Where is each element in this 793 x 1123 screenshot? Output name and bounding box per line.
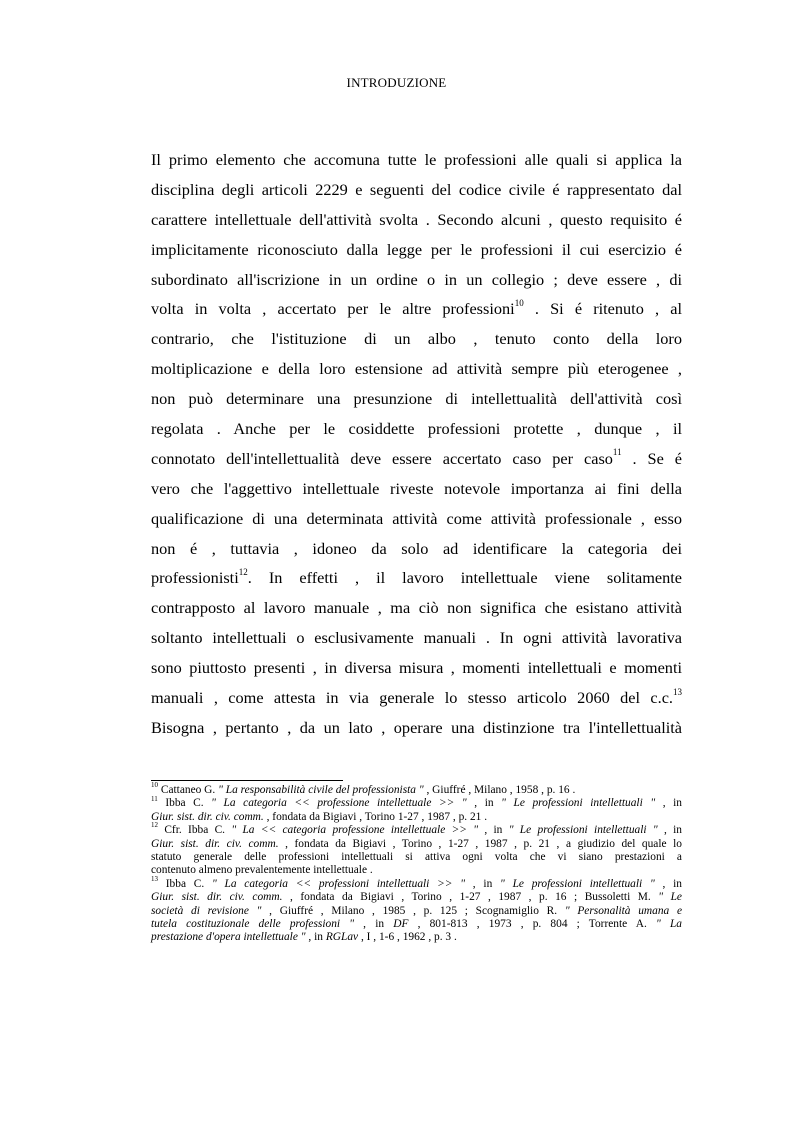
body-line: disciplina degli articoli 2229 e seguenti del codice civile é rappresentato dal	[151, 179, 682, 199]
footnote-line: statuto generale delle professioni intellettuali si attiva ogni volta che vi siano prestazioni a	[151, 850, 682, 863]
body-line: non é , tuttavia , idoneo da solo ad identificare la categoria dei	[151, 538, 682, 558]
body-line: regolata . Anche per le cosiddette professioni protette , dunque , il	[151, 419, 682, 439]
footnotes	[151, 781, 683, 945]
body-line: sono piuttosto presenti , in diversa misura , momenti intellettuali e momenti	[151, 658, 682, 678]
page-title: INTRODUZIONE	[346, 75, 447, 90]
body-line: moltiplicazione e della loro estensione ad attività sempre più eterogenee ,	[151, 359, 682, 379]
body-line: Il primo elemento che accomuna tutte le professioni alle quali si applica la	[151, 150, 682, 169]
footnote-line: Giur. sist. dir. civ. comm. , fondata da Bigiavi , Torino , 1-27 , 1987 , p. 16 ; Bussoletti M. " Le	[151, 891, 682, 904]
body-line: professionisti$^{12}$. In effetti , il lavoro intellettuale viene solitamente	[151, 567, 682, 588]
body-line: vero che l'aggettivo intellettuale riveste notevole importanza ai fini della	[151, 478, 682, 498]
body-line: subordinato all'iscrizione in un ordine o in un collegio ; deve essere , di	[151, 269, 682, 289]
body-line: volta in volta , accertato per le altre professioni$^{10}$ . Si é ritenuto , al	[151, 298, 682, 319]
body-line: implicitamente riconosciuto dalla legge per le professioni il cui esercizio é	[151, 239, 682, 259]
body-line: contrapposto al lavoro manuale , ma ciò non significa che esistano attività	[151, 598, 682, 618]
body-line: contrario, che l'istituzione di un albo , tenuto conto della loro	[151, 329, 682, 349]
body-line: connotato dell'intellettualità deve essere accertato caso per caso$^{11}$ . Se é	[151, 447, 682, 468]
body-line: qualificazione di una determinata attività come attività professionale , esso	[151, 508, 682, 528]
footnote-line: $^{10}$ Cattaneo G. " La responsabilità civile del professionista " , Giuffré , Milano , 1958 , p. 16 .	[151, 781, 576, 796]
footnote-line: società di revisione " , Giuffré , Milano , 1985 , p. 125 ; Scognamiglio R. " Personalità umana e	[151, 904, 683, 917]
footnote-line: $^{12}$ Cfr. Ibba C. " La << categoria professione intellettuale >> " , in " Le professioni intellettuali " , in	[151, 821, 682, 837]
body-line: manuali , come attesta in via generale lo stesso articolo 2060 del c.c.$^{13}$	[151, 686, 682, 708]
footnote-line: prestazione d'opera intellettuale " , in RGLav , I , 1-6 , 1962 , p. 3 .	[151, 931, 457, 944]
body-line: non può determinare una presunzione di intellettualità dell'attività così	[151, 389, 682, 409]
body-line: carattere intellettuale dell'attività svolta . Secondo alcuni , questo requisito é	[151, 209, 682, 229]
footnote-separator	[151, 780, 343, 781]
body-line: Bisogna , pertanto , da un lato , operare una distinzione tra l'intellettualità	[151, 717, 682, 737]
body-line: soltanto intellettuali o esclusivamente manuali . In ogni attività lavorativa	[151, 628, 682, 648]
body-paragraph	[151, 145, 682, 743]
footnote-line: Giur. sist. dir. civ. comm. , fondata da Bigiavi , Torino , 1-27 , 1987 , p. 21 , a giudizio del quale lo	[151, 837, 682, 850]
footnote-ref: 12	[238, 567, 248, 578]
footnote-line: $^{11}$ Ibba C. " La categoria << professione intellettuale >> " , in " Le professioni intellettuali " , in	[151, 794, 682, 810]
footnote-line: Giur. sist. dir. civ. comm. , fondata da Bigiavi , Torino 1-27 , 1987 , p. 21 .	[151, 810, 488, 823]
footnote-ref: 13	[673, 686, 682, 697]
footnote-ref: 11	[612, 447, 622, 458]
footnote-line: contenuto almeno prevalentemente intellettuale .	[151, 864, 373, 877]
footnote-ref: 10	[514, 298, 524, 309]
footnote-line: $^{13}$ Ibba C. " La categoria << professioni intellettuali >> " , in " Le professioni intellettuali " , in	[151, 874, 682, 890]
footnote-line: tutela costituzionale delle professioni " , in DF , 801-813 , 1973 , p. 804 ; Torrente A. " La	[151, 917, 682, 930]
